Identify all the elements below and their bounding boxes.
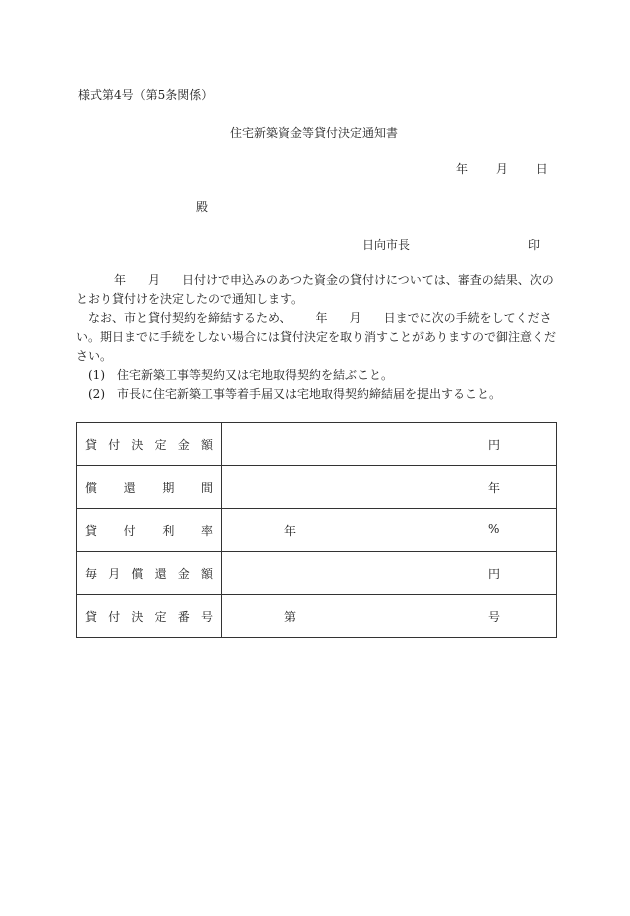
- label-char: 貸: [85, 609, 98, 624]
- addressee-suffix: 殿: [196, 200, 209, 214]
- row-label: [77, 509, 222, 552]
- row-unit: 年: [488, 481, 501, 495]
- body-line: [76, 309, 554, 328]
- label-char: 間: [200, 480, 213, 495]
- label-char: 貸: [85, 437, 98, 452]
- seal-mark: 印: [528, 238, 541, 252]
- label-char: 額: [200, 437, 213, 452]
- body-year: 年: [114, 273, 127, 287]
- row-label-text: [85, 608, 213, 625]
- row-unit: 円: [488, 438, 501, 452]
- row-label-text: [85, 436, 213, 453]
- loan-details-table: [76, 422, 557, 638]
- row-value-cell: [222, 509, 557, 552]
- list-item-2: (2) 市長に住宅新築工事等着手届又は宅地取得契約締結届を提出すること。: [88, 387, 502, 401]
- body-month: 月: [148, 273, 161, 287]
- label-char: 金: [177, 566, 190, 581]
- label-char: 利: [162, 523, 175, 538]
- table-row: [77, 595, 557, 638]
- table-row: [77, 509, 557, 552]
- row-value-cell: [222, 552, 557, 595]
- label-char: 金: [177, 437, 190, 452]
- label-char: 還: [123, 480, 136, 495]
- date-line: [456, 160, 548, 177]
- body-text: 日付けで申込みのあつた資金の貸付けについては、審査の結果、次の: [182, 273, 554, 287]
- table-row: [77, 552, 557, 595]
- label-char: 償: [131, 566, 144, 581]
- label-char: 号: [200, 609, 213, 624]
- row-label-text: [85, 479, 213, 496]
- row-unit: %: [488, 522, 500, 536]
- label-char: 付: [123, 523, 136, 538]
- row-prefix: 年: [284, 524, 297, 538]
- table-row: [77, 423, 557, 466]
- row-value-cell: [222, 595, 557, 638]
- date-day-label: 日: [535, 162, 548, 176]
- label-char: 毎: [85, 566, 98, 581]
- row-label: [77, 552, 222, 595]
- label-char: 月: [108, 566, 121, 581]
- body-text: 日までに次の手続をしてくださ: [383, 311, 552, 325]
- body-line: さい。: [76, 349, 113, 363]
- issuer-name: 日向市長: [362, 238, 411, 252]
- label-char: 還: [154, 566, 167, 581]
- label-char: 付: [108, 437, 121, 452]
- label-char: 償: [85, 480, 98, 495]
- row-prefix: 第: [284, 610, 297, 624]
- label-char: 番: [177, 609, 190, 624]
- body-line: とおり貸付けを決定したので通知します。: [76, 292, 304, 306]
- table-row: [77, 466, 557, 509]
- label-char: 額: [200, 566, 213, 581]
- list-item-1: (1) 住宅新築工事等契約又は宅地取得契約を結ぶこと。: [88, 368, 394, 382]
- date-month-label: 月: [495, 162, 508, 176]
- row-label: [77, 423, 222, 466]
- label-char: 定: [154, 437, 167, 452]
- label-char: 貸: [85, 523, 98, 538]
- row-label: [77, 466, 222, 509]
- body-year: 年: [315, 311, 328, 325]
- row-label: [77, 595, 222, 638]
- row-label-text: [85, 565, 213, 582]
- label-char: 決: [131, 437, 144, 452]
- body-line: [76, 271, 554, 290]
- date-year-label: 年: [456, 162, 469, 176]
- body-line: い。期日までに手続をしない場合には貸付決定を取り消すことがありますので御注意くだ: [76, 330, 557, 344]
- form-number: 様式第4号（第5条関係）: [78, 88, 214, 102]
- label-char: 付: [108, 609, 121, 624]
- label-char: 率: [200, 523, 213, 538]
- row-value-cell: [222, 466, 557, 509]
- label-char: 定: [154, 609, 167, 624]
- row-unit: 号: [488, 610, 501, 624]
- label-char: 決: [131, 609, 144, 624]
- row-value-cell: [222, 423, 557, 466]
- label-char: 期: [162, 480, 175, 495]
- body-month: 月: [349, 311, 362, 325]
- row-label-text: [85, 522, 213, 539]
- document-title: 住宅新築資金等貸付決定通知書: [230, 126, 399, 140]
- body-text: なお、市と貸付契約を締結するため、: [88, 311, 292, 325]
- notice-body: [76, 271, 557, 404]
- row-unit: 円: [488, 567, 501, 581]
